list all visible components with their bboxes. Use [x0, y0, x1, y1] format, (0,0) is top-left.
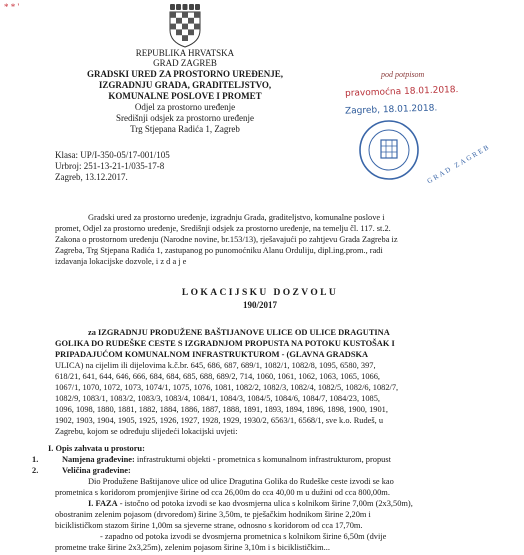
urbroj: Urbroj: 251-13-21-1/035-17-8	[55, 161, 165, 171]
item-1-row	[62, 455, 391, 466]
faza-line-1: - istočno od potoka izvodi se kao dvosmjerna ulica s kolnikom širine 7,00m (2x3,50m),	[117, 499, 413, 508]
seal-ring-text: GRAD ZAGREB	[425, 142, 492, 186]
item-1-label: Namjena građevine:	[62, 455, 135, 464]
faza-row	[88, 499, 413, 510]
document-number: 190/2017	[242, 300, 277, 310]
section-heading: I. Opis zahvata u prostoru:	[48, 444, 145, 453]
item-2-line-1: Dio Produžene Baštijanove ulice od ulice Dragutina Golika do Rudeške ceste izvodi se kao	[88, 477, 394, 486]
intro-line-1: Gradski ured za prostorno uređenje, izgradnju Grada, graditeljstvo, komunalne poslove i	[88, 213, 385, 222]
intro-line-3: Zakona o prostornom uređenju (Narodne novine, br.153/13), rješavajući po zahtjevu Grada Zagreba iz	[55, 235, 398, 244]
subject-line-5: 618/21, 641, 644, 646, 666, 684, 684, 685, 688, 689/2, 714, 1060, 1061, 1062, 1063, 1065, 1066,	[55, 372, 380, 381]
item-1-text: infrastrukturni objekti - prometnica s komunalnom infrastrukturom, propust	[134, 455, 391, 464]
subject-line-10: Zagrebu, kojom se određuju slijedeći lokacijski uvjeti:	[55, 427, 238, 436]
stamp-line-1: pod potpisom	[381, 70, 425, 79]
corner-mark: * * '	[4, 2, 20, 12]
dept-line-3: Trg Stjepana Radića 1, Zagreb	[130, 124, 240, 134]
stamp-line-2: pravomoćna 18.01.2018.	[344, 85, 459, 99]
faza-line-4: - zapadno od potoka izvodi se dvosmjerna prometnica s kolnikom širine 6,50m (dvije	[100, 532, 387, 541]
item-1-number: 1.	[32, 455, 39, 464]
item-2-number: 2.	[32, 466, 39, 475]
coat-of-arms-icon	[168, 4, 202, 48]
subject-line-8: 1096, 1098, 1880, 1881, 1882, 1884, 1886, 1887, 1888, 1891, 1893, 1894, 1896, 1898, 1900, 1901,	[55, 405, 388, 414]
office-line-3: KOMUNALNE POSLOVE I PROMET	[108, 91, 262, 101]
dept-line-2: Središnji odsjek za prostorno uređenje	[116, 113, 254, 123]
subject-line-4: ULICA) na cijelim ili dijelovima k.č.br. 645, 686, 687, 689/1, 1082/1, 1082/8, 1095, 6580, 397,	[55, 361, 376, 370]
faza-label: I. FAZA	[88, 499, 118, 508]
country-name: REPUBLIKA HRVATSKA	[135, 48, 235, 58]
office-line-1: GRADSKI URED ZA PROSTORNO UREĐENJE,	[86, 69, 284, 79]
document-title: LOKACIJSKU DOZVOLU	[181, 288, 339, 298]
document-date: Zagreb, 13.12.2017.	[55, 172, 128, 182]
item-2-label: Veličina građevine:	[62, 466, 131, 475]
dept-line-1: Odjel za prostorno uređenje	[134, 102, 236, 112]
intro-line-2: promet, Odjel za prostorno uređenje, Središnji odsjek za prostorno uređenje, na temelju čl. 117. st.2.	[55, 224, 391, 233]
faza-line-3: biciklističkom stazom širine 1,00m sa sjeverne strane, odnosno s koridorom od cca 17,70m.	[55, 521, 363, 530]
subject-line-3: PRIPADAJUĆOM KOMUNALNOM INFRASTRUKTUROM - (GLAVNA GRADSKA	[55, 350, 369, 359]
subject-line-2: GOLIKA DO RUDEŠKE CESTE S IZGRADNJOM PROPUSTA NA POTOKU KUSTOŠAK I	[55, 339, 395, 348]
city-name: GRAD ZAGREB	[153, 58, 217, 68]
subject-line-7: 1082/9, 1083/1, 1083/2, 1083/3, 1083/4, 1084/1, 1084/3, 1084/5, 1084/6, 1084/7, 1084/23, 1085,	[55, 394, 381, 403]
intro-line-5: izdavanja lokacijske dozvole, i z d a j e	[55, 257, 187, 266]
klasa: Klasa: UP/I-350-05/17-001/105	[55, 150, 170, 160]
subject-line-9: 1902, 1903, 1904, 1905, 1925, 1926, 1927, 1928, 1929, 1930/2, 6563/1, 6568/1, sve k.o. Rudeš, u	[55, 416, 384, 425]
round-seal-icon	[357, 118, 421, 182]
intro-line-4: Zagreba, Trg Stjepana Radića 1, zastupanog po punomoćniku Alanu Orduliju, dipl.ing.prom., radi	[55, 246, 383, 255]
validity-stamp	[335, 60, 505, 190]
faza-line-5: prometne trake širine 2x3,25m), zelenim pojasom širine 3,10m i s biciklističkim...	[55, 543, 330, 552]
subject-line-1: za IZGRADNJU PRODUŽENE BAŠTIJANOVE ULICE OD ULICE DRAGUTINA	[88, 328, 390, 337]
subject-line-6: 1067/1, 1070, 1072, 1073, 1074/1, 1075, 1076, 1081, 1082/2, 1082/3, 1082/4, 1082/5, 1082/6, 1082/7,	[55, 383, 399, 392]
office-line-2: IZGRADNJU GRADA, GRADITELJSTVO,	[98, 80, 272, 90]
faza-line-2: obostranim zelenim pojasom (drvoredom) širine 3,50m, te pješačkim hodnikom širine 2,20m i	[55, 510, 371, 519]
item-2-line-2: prometnica s koridorom promjenjive širine od cca 26,00m do cca 40,00 m u dužini od cca 800,00m.	[55, 488, 390, 497]
stamp-line-3: Zagreb, 18.01.2018.	[344, 103, 438, 117]
